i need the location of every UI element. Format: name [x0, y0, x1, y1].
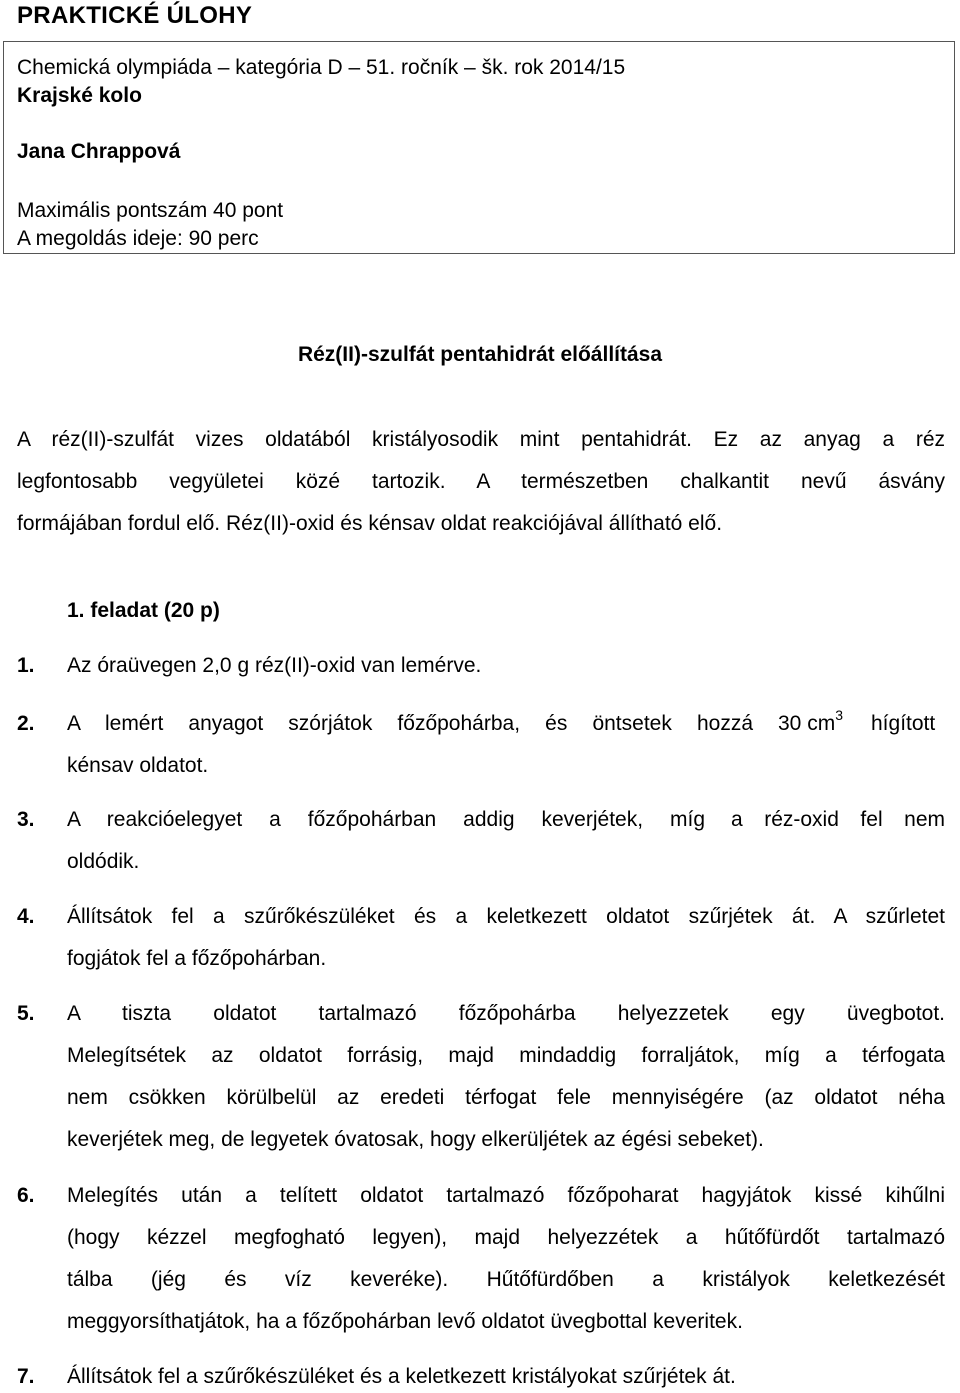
step-text: Az óraüvegen 2,0 g réz(II)-oxid van lemérve.	[67, 654, 482, 677]
step-text: Állítsátok fel a szűrőkészüléket és a keletkezett oldatot szűrjétek át. A szűrletet	[67, 905, 945, 928]
step-number: 3.	[17, 808, 35, 831]
step-text: Melegítés után a telített oldatot tartalmazó főzőpoharat hagyjátok kissé kihűlni	[67, 1184, 945, 1207]
step-text: kénsav oldatot.	[67, 754, 209, 777]
step-text: keverjétek meg, de legyetek óvatosak, hogy elkerüljétek az égési sebeket).	[67, 1128, 764, 1151]
step-text: A tiszta oldatot tartalmazó főzőpohárba helyezzetek egy üvegbotot.	[67, 1002, 945, 1025]
round-line: Krajské kolo	[17, 84, 142, 107]
step-number: 7.	[17, 1365, 35, 1388]
step-text: fogjátok fel a főzőpohárban.	[67, 947, 327, 970]
step-text: A lemért anyagot szórjátok főzőpohárba, és öntsetek hozzá	[67, 712, 753, 735]
step-text: a réz-oxid fel nem	[731, 808, 945, 831]
volume-value	[778, 707, 843, 737]
competition-line: Chemická olympiáda – kategória D – 51. ročník – šk. rok 2014/15	[17, 56, 626, 79]
page-title: PRAKTICKÉ ÚLOHY	[17, 2, 253, 29]
task-heading: 1. feladat (20 p)	[67, 599, 220, 622]
step-number: 6.	[17, 1184, 35, 1207]
section-title: Réz(II)-szulfát pentahidrát előállítása	[297, 343, 663, 366]
step-number: 2.	[17, 712, 35, 735]
step-text: A reakcióelegyet a főzőpohárban addig keverjétek, míg	[67, 808, 705, 831]
step-text: Melegítsétek az oldatot forrásig, majd mindaddig forraljátok, míg a térfogata	[67, 1044, 945, 1067]
intro-line: legfontosabb vegyületei közé tartozik. A természetben chalkantit nevű ásvány	[17, 470, 945, 493]
step-number: 1.	[17, 654, 35, 677]
volume-number: 30 cm	[778, 712, 836, 735]
step-text: meggyorsíthatjátok, ha a főzőpohárban levő oldatot üvegbottal keveritek.	[67, 1310, 743, 1333]
time-line: A megoldás ideje: 90 perc	[17, 227, 259, 250]
intro-line: A réz(II)-szulfát vizes oldatából kristályosodik mint pentahidrát. Ez az anyag a réz	[17, 428, 945, 451]
step-number: 5.	[17, 1002, 35, 1025]
step-text: oldódik.	[67, 850, 140, 873]
intro-line: formájában fordul elő. Réz(II)-oxid és kénsav oldat reakciójával állítható elő.	[17, 512, 723, 535]
step-number: 4.	[17, 905, 35, 928]
step-text: hígított	[871, 712, 936, 735]
step-text: tálba (jég és víz keveréke). Hűtőfürdőben a kristályok keletkezését	[67, 1268, 945, 1291]
max-points-line: Maximális pontszám 40 pont	[17, 199, 284, 222]
author-line: Jana Chrappová	[17, 140, 181, 163]
step-text: (hogy kézzel megfogható legyen), majd helyezzétek a hűtőfürdőt tartalmazó	[67, 1226, 945, 1249]
step-text: Állítsátok fel a szűrőkészüléket és a keletkezett kristályokat szűrjétek át.	[67, 1365, 736, 1388]
step-text: nem csökken körülbelül az eredeti térfogat fele mennyiségére (az oldatot néha	[67, 1086, 945, 1109]
volume-superscript: 3	[835, 707, 843, 723]
